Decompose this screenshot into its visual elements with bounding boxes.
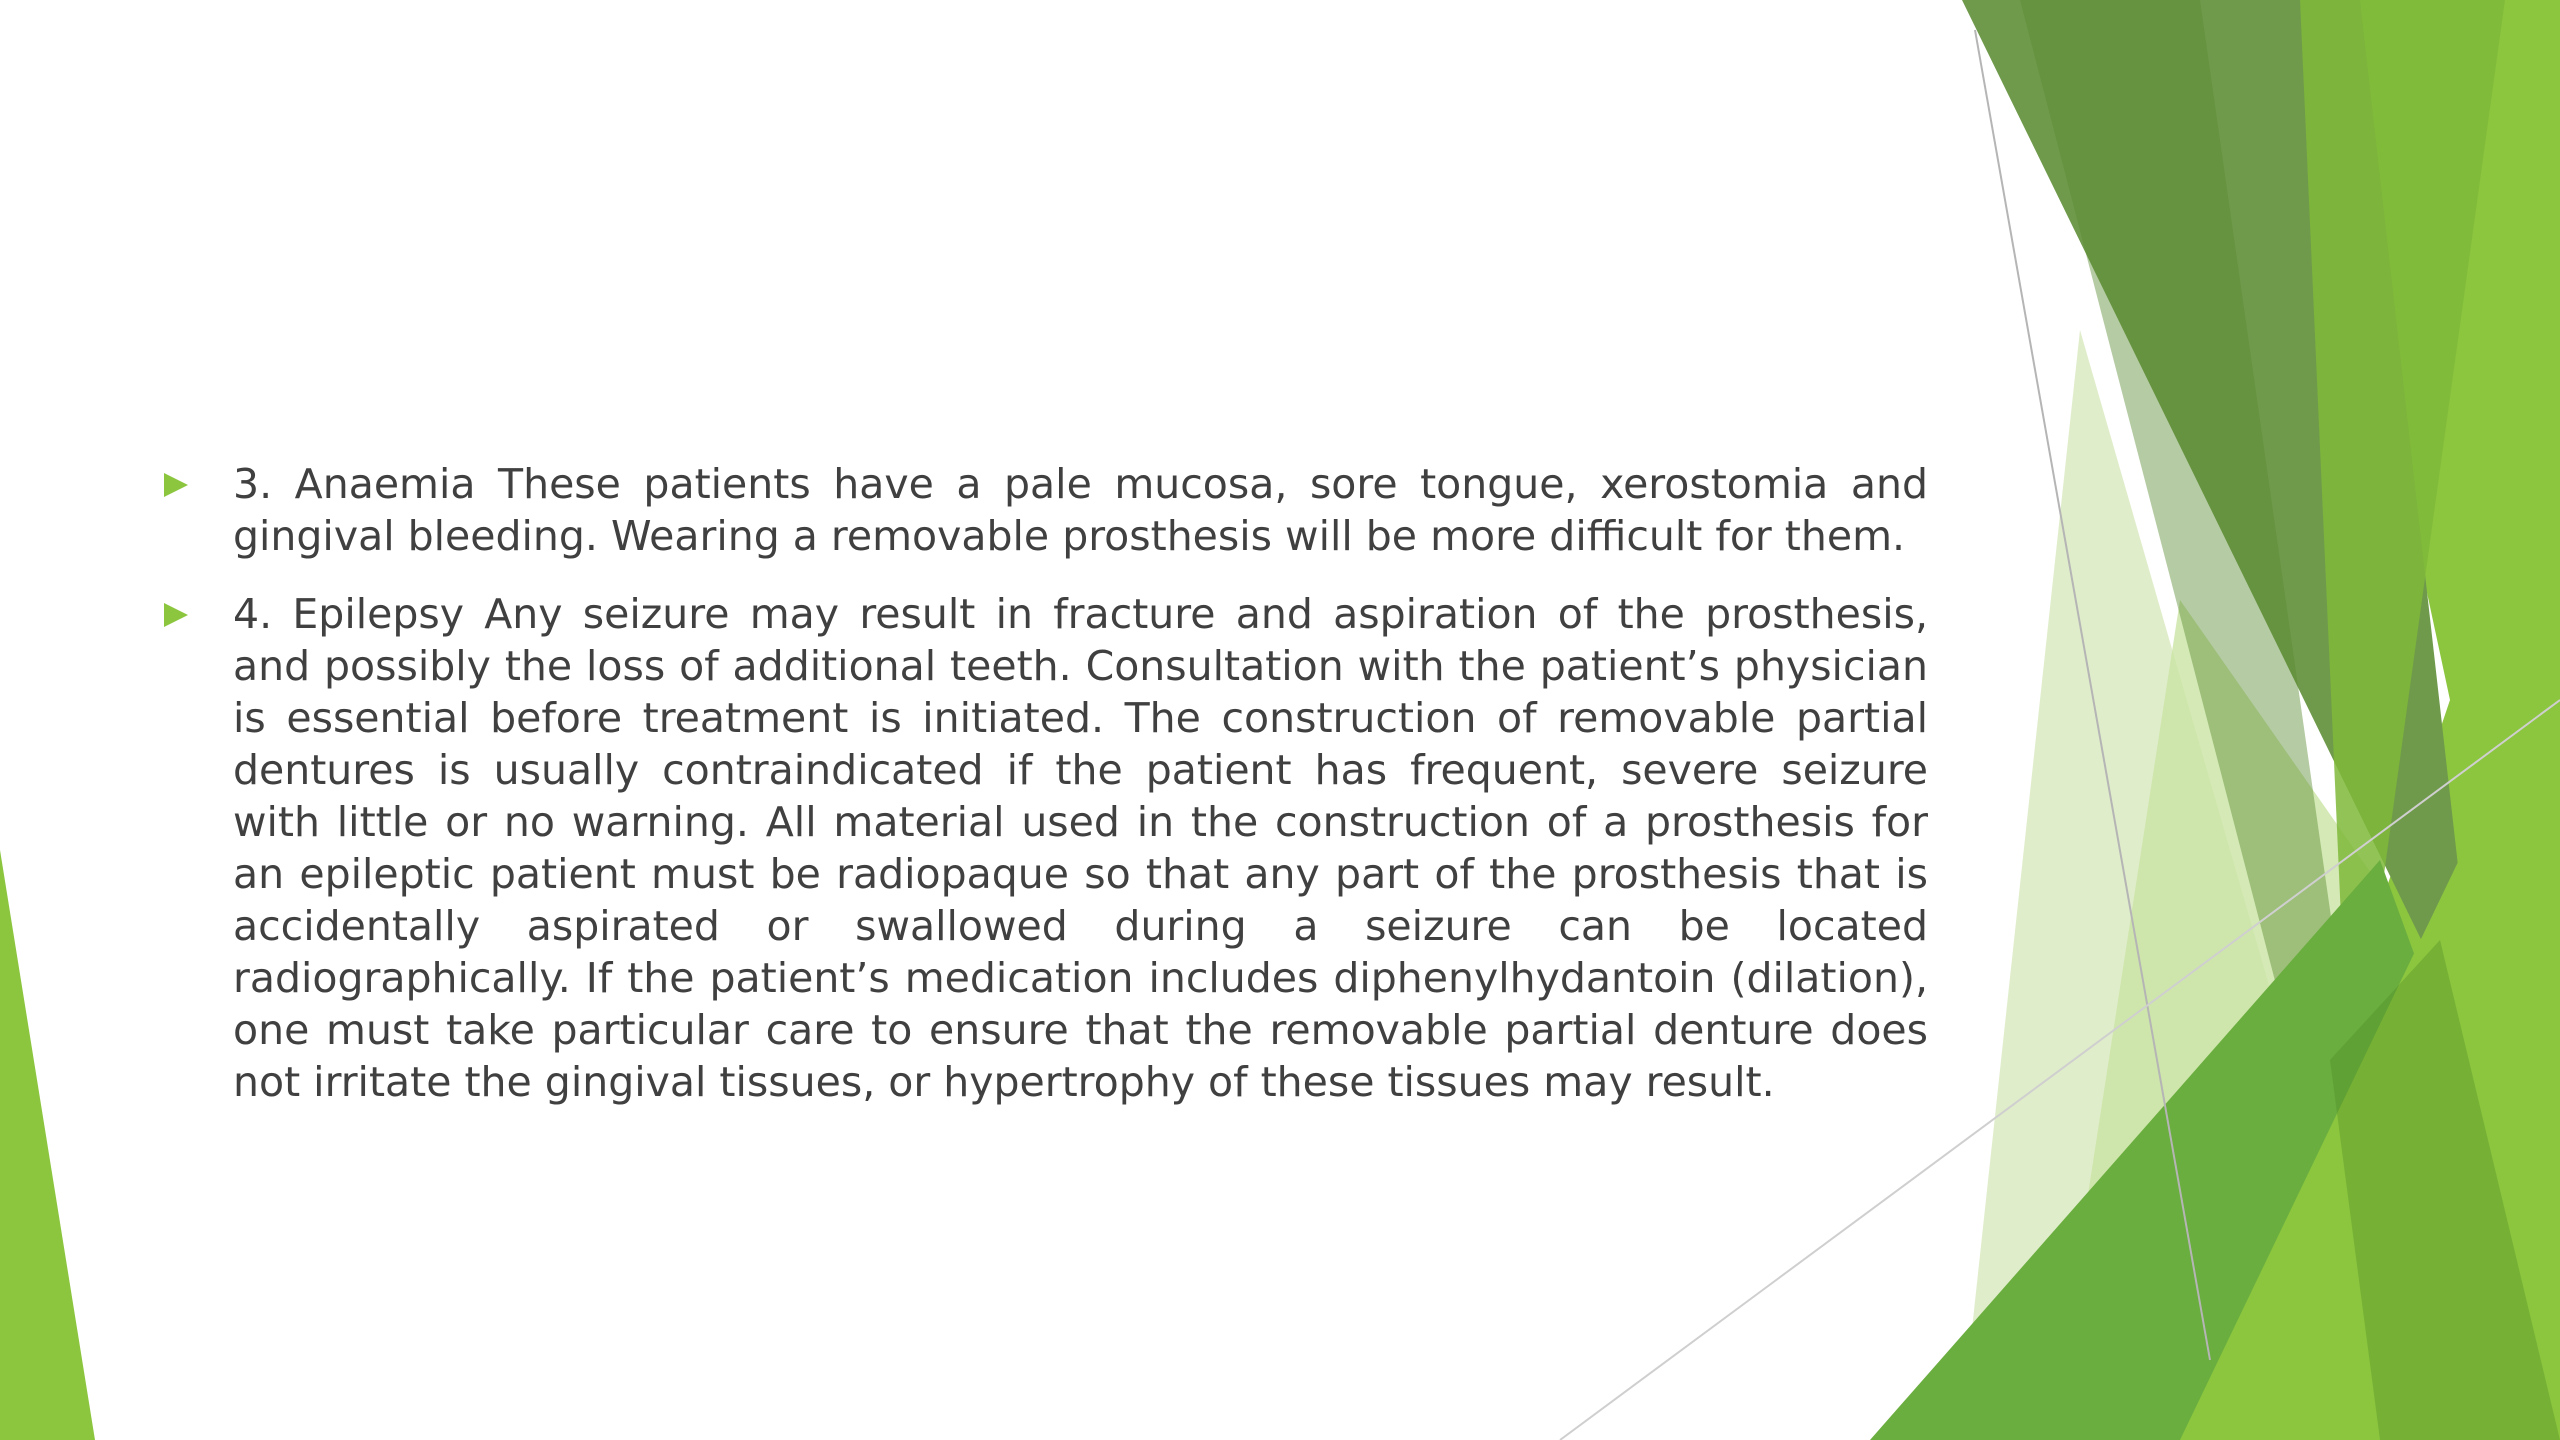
left-accent-sliver: [0, 850, 95, 1440]
bullet-item-epilepsy: [160, 588, 1928, 1108]
triangle-bullet-icon: [164, 473, 188, 497]
triangle-bullet-icon: [164, 603, 188, 627]
bullet-text: 3. Anaemia These patients have a pale mucosa, sore tongue, xerostomia and gingival bleeding. Wearing a removable prosthesis will be more difficult for them.: [233, 460, 1928, 560]
bullet-list: [160, 458, 1928, 1134]
bullet-item-anaemia: [160, 458, 1928, 562]
bullet-text: 4. Epilepsy Any seizure may result in fracture and aspiration of the prosthesis, and possibly the loss of additional teeth. Consultation with the patient’s physician is essential before treatment is initiated. The construction of removable partial dentures is usually contraindicated if the patient has frequent, severe seizure with little or no warning. All material used in the construction of a prosthesis for an epileptic patient must be radiopaque so that any part of the prosthesis that is accidentally aspirated or swallowed during a seizure can be located radiographically. If the patient’s medication includes diphenylhydantoin (dilation), one must take particular care to ensure that the removable partial denture does not irritate the gingival tissues, or hypertrophy of these tissues may result.: [233, 590, 1928, 1106]
